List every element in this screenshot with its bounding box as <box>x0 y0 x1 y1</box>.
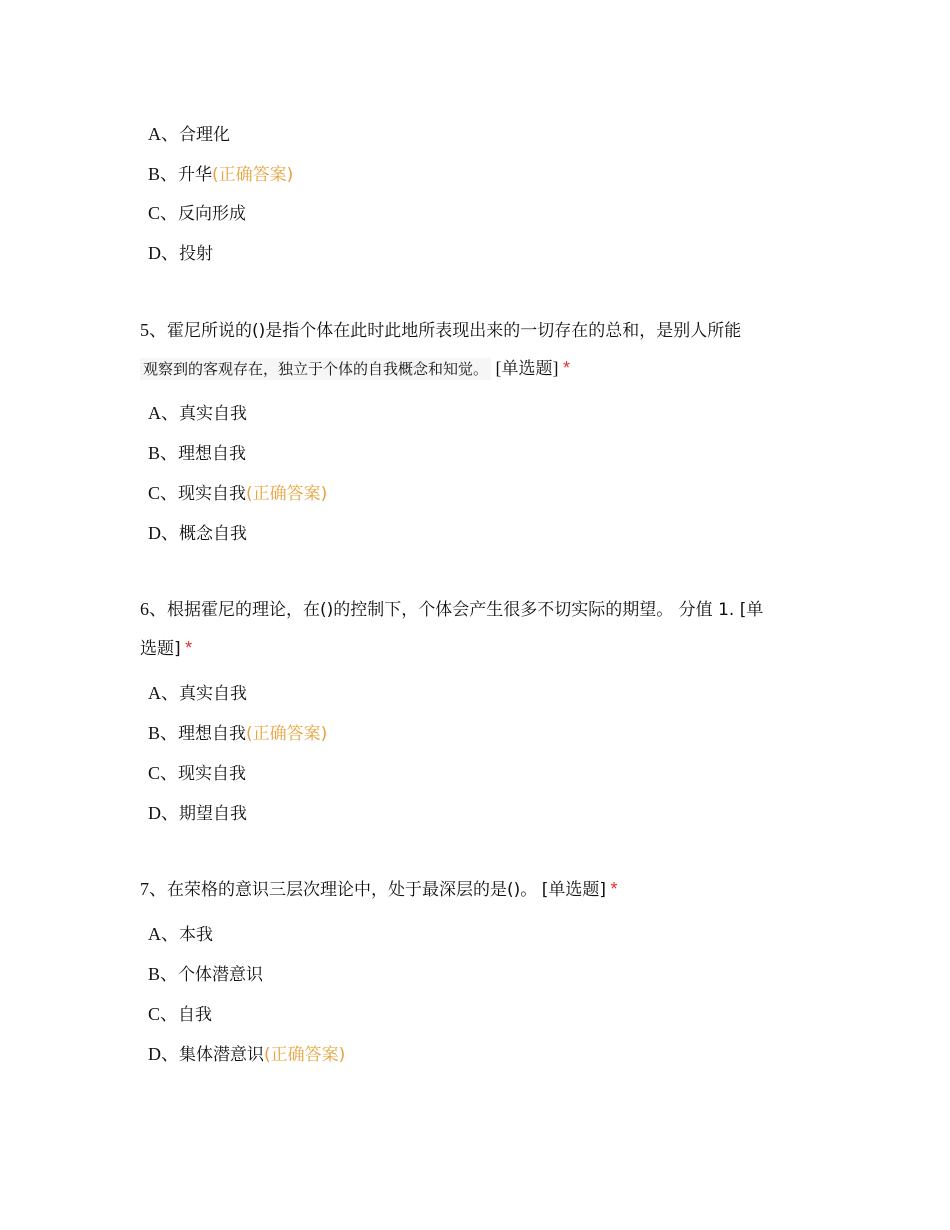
required-star: * <box>610 879 618 899</box>
required-star: * <box>185 638 193 658</box>
question-type: [单选题] <box>541 880 607 900</box>
option-b: B、个体潜意识 <box>148 964 264 985</box>
question-5-title: 5、霍尼所说的()是指个体在此时此地所表现出来的一切存在的总和，是别人所能 <box>140 320 742 341</box>
option-a: A、合理化 <box>148 124 230 145</box>
option-c: C、反向形成 <box>148 203 247 224</box>
question-type: 单选题 <box>501 359 553 379</box>
option-b: B、升华(正确答案) <box>148 164 294 185</box>
option-c: C、自我 <box>148 1004 213 1025</box>
option-d: D、概念自我 <box>148 523 247 544</box>
option-a: A、真实自我 <box>148 683 247 704</box>
required-star: * <box>563 358 571 378</box>
option-d: D、投射 <box>148 243 213 264</box>
option-a: A、本我 <box>148 924 213 945</box>
correct-answer-marker: (正确答案) <box>246 724 328 744</box>
question-6-title-line2: 选题] * <box>140 638 193 659</box>
option-d: D、集体潜意识(正确答案) <box>148 1044 346 1065</box>
question-6-title: 6、根据霍尼的理论，在()的控制下，个体会产生很多不切实际的期望。 分值 1. [单 <box>140 599 764 620</box>
option-b: B、理想自我 <box>148 443 247 464</box>
correct-answer-marker: (正确答案) <box>264 1045 346 1065</box>
question-5-title-line2: 观察到的客观存在，独立于个体的自我概念和知觉。 [单选题] * <box>140 356 570 381</box>
option-a: A、真实自我 <box>148 403 247 424</box>
option-c: C、现实自我(正确答案) <box>148 483 328 504</box>
option-b: B、理想自我(正确答案) <box>148 723 328 744</box>
question-7-title: 7、在荣格的意识三层次理论中，处于最深层的是()。 [单选题] * <box>140 879 618 900</box>
correct-answer-marker: (正确答案) <box>212 165 294 185</box>
option-c: C、现实自我 <box>148 763 247 784</box>
correct-answer-marker: (正确答案) <box>246 484 328 504</box>
option-d: D、期望自我 <box>148 803 247 824</box>
